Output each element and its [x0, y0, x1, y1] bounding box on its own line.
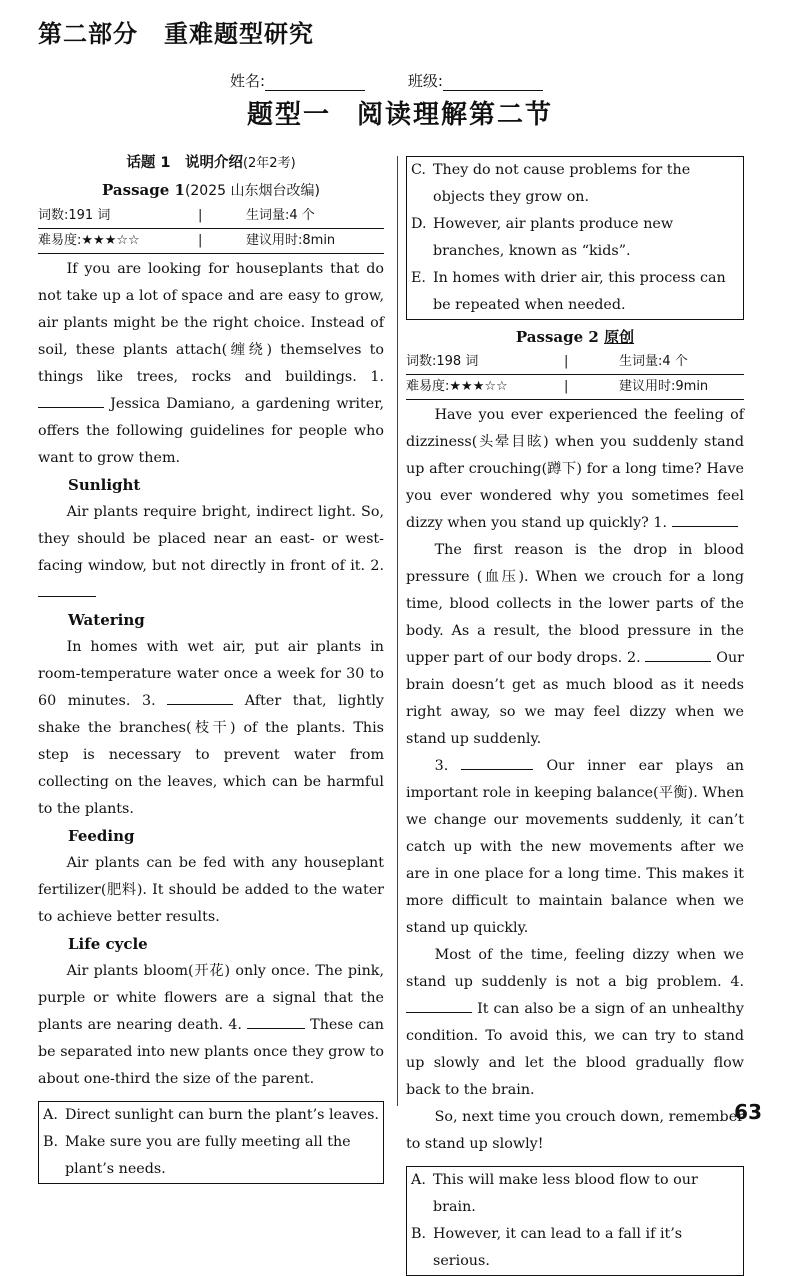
name-class-row [230, 70, 581, 91]
paragraph [38, 499, 384, 607]
topic-note: (2年2考) [242, 156, 296, 171]
option-item [43, 1102, 381, 1129]
word-count: 词数:191 词 [38, 208, 111, 223]
answer-blank-3[interactable] [461, 755, 533, 770]
section-title [38, 14, 314, 49]
passage-1-source: (2025 山东烟台改编) [184, 183, 320, 199]
option-letter: E. [411, 270, 426, 286]
paragraph-text: The first reason is the drop in blood pressure (血压). When we crouch for a long time, blood collects in the lower parts of the body. As a result, the blood pressure in the upper part of our body drops. 2. [406, 542, 744, 666]
paragraph [406, 753, 744, 942]
options-box [38, 1101, 384, 1184]
section-title-part: 第二部分 [38, 20, 138, 48]
option-letter: C. [411, 162, 426, 178]
topic-label: 话题 1 说明介绍 [126, 155, 243, 171]
paragraph-text: Our inner ear plays an important role in keeping balance(平衡). When we change our movements suddenly, it can’t catch up with the new movements after we are in one place for a long time. This makes it more difficult to maintain balance when we stand up quickly. [406, 758, 745, 936]
subheading-life-cycle: Life cycle [68, 935, 148, 953]
answer-blank-1[interactable] [672, 512, 738, 527]
option-text: This will make less blood flow to our brain. [433, 1172, 698, 1215]
paragraph-text: Jessica Damiano, a gardening writer, offers the following guidelines for people who want to grow them. [38, 396, 385, 466]
answer-blank-2[interactable] [645, 647, 711, 662]
passage-2-label: Passage 2 [515, 328, 599, 346]
passage-1-title [38, 177, 384, 204]
meta-separator: | [198, 233, 203, 248]
paragraph: Air plants can be fed with any houseplant fertilizer(肥料). It should be added to the water to achieve better results. [38, 855, 384, 925]
name-label: 姓名: [230, 72, 266, 90]
meta-separator: | [198, 208, 203, 223]
word-count: 词数:198 词 [406, 354, 479, 369]
subheading-watering: Watering [68, 611, 145, 629]
name-field[interactable] [265, 74, 365, 91]
option-item [411, 211, 741, 265]
option-item [411, 1167, 741, 1221]
paragraph [38, 256, 384, 472]
options-box [406, 1166, 744, 1276]
paragraph [406, 942, 744, 1104]
passage-2-title [406, 324, 744, 350]
answer-blank-1[interactable] [38, 393, 104, 408]
page-title [0, 94, 800, 131]
answer-blank-4[interactable] [247, 1014, 305, 1029]
option-text: However, air plants produce new branches, known as “kids”. [433, 216, 674, 259]
option-letter: A. [43, 1107, 58, 1123]
passage-2-meta-row-2 [406, 375, 744, 400]
section-title-subject: 重难题型研究 [164, 20, 314, 48]
paragraph [38, 958, 384, 1093]
new-word-count: 生词量:4 个 [246, 208, 315, 223]
paragraph-text: Air plants require bright, indirect light. So, they should be placed near an east- or west-facing window, but not directly in front of it. 2. [38, 504, 384, 574]
page-title-subject: 阅读理解第二节 [357, 100, 554, 130]
suggested-time: 建议用时:8min [246, 233, 336, 248]
passage-1-label: Passage 1 [102, 181, 185, 199]
meta-separator: | [564, 379, 569, 394]
paragraph [406, 402, 744, 537]
column-divider [397, 156, 398, 1106]
subheading-feeding: Feeding [68, 827, 135, 845]
original-badge: 原创 [604, 328, 635, 346]
option-text: However, it can lead to a fall if it’s serious. [433, 1226, 683, 1269]
paragraph-text: Most of the time, feeling dizzy when we stand up suddenly is not a big problem. 4. [406, 947, 744, 990]
right-column [406, 156, 744, 1276]
left-column [38, 150, 384, 1184]
paragraph-text: It can also be a sign of an unhealthy condition. To avoid this, we can try to stand up slowly and let the blood gradually flow back to the brain. [406, 1001, 745, 1098]
option-item [43, 1129, 381, 1183]
question-number: 3. [434, 758, 449, 774]
option-text: In homes with drier air, this process can be repeated when needed. [433, 270, 726, 313]
answer-blank-3[interactable] [167, 690, 233, 705]
paragraph [38, 634, 384, 823]
option-letter: D. [411, 216, 427, 232]
class-label: 班级: [407, 72, 443, 90]
answer-blank-4[interactable] [406, 998, 472, 1013]
topic-heading [38, 150, 384, 177]
option-text: Direct sunlight can burn the plant’s leaves. [65, 1107, 379, 1123]
paragraph-text: Air plants bloom(开花) only once. The pink, purple or white flowers are a signal that the plants are nearing death. 4. [38, 963, 384, 1033]
option-item [411, 1221, 741, 1275]
suggested-time: 建议用时:9min [619, 379, 709, 394]
difficulty-rating: 难易度:★★★☆☆ [38, 233, 140, 248]
difficulty-rating: 难易度:★★★☆☆ [406, 379, 508, 394]
subheading-sunlight: Sunlight [68, 476, 141, 494]
paragraph [406, 537, 744, 753]
option-item [411, 157, 741, 211]
paragraph: So, next time you crouch down, remember to stand up slowly! [406, 1109, 744, 1152]
option-letter: A. [411, 1172, 426, 1188]
passage-1-meta-row-2 [38, 229, 384, 254]
option-item [411, 265, 741, 319]
new-word-count: 生词量:4 个 [619, 354, 688, 369]
meta-separator: | [564, 354, 569, 369]
options-box [406, 156, 744, 320]
option-letter: B. [411, 1226, 427, 1242]
paragraph-text: After that, lightly shake the branches(枝干) of the plants. This step is necessary to prevent water from collecting on the leaves, which can be harmful to the plants. [38, 693, 384, 817]
passage-2-meta-row-1 [406, 350, 744, 375]
option-letter: B. [43, 1134, 59, 1150]
paragraph-text: If you are looking for houseplants that do not take up a lot of space and are easy to grow, air plants might be the right choice. Instead of soil, these plants attach(缠绕) themselves to things like trees, rocks and buildings. 1. [38, 261, 384, 385]
page-number: 63 [734, 1100, 762, 1124]
paragraph-text: In homes with wet air, put air plants in room-temperature water once a week for 30 to 60 minutes. 3. [38, 639, 384, 709]
class-field[interactable] [443, 74, 543, 91]
paragraph-text: These can be separated into new plants once they grow to about one-third the size of the parent. [38, 1017, 384, 1087]
paragraph-text: Our brain doesn’t get as much blood as it needs right away, so we may feel dizzy when we stand up suddenly. [406, 650, 744, 747]
answer-blank-2[interactable] [38, 582, 96, 597]
passage-1-meta-row-1 [38, 204, 384, 229]
page-title-type: 题型一 [246, 100, 331, 130]
paragraph-text: Have you ever experienced the feeling of dizziness(头晕目眩) when you suddenly stand up after crouching(蹲下) for a long time? Have you ever wondered why you sometimes feel dizzy when you stand up quickly? 1. [406, 407, 744, 531]
option-text: Make sure you are fully meeting all the plant’s needs. [65, 1134, 351, 1177]
option-text: They do not cause problems for the objects they grow on. [433, 162, 691, 205]
